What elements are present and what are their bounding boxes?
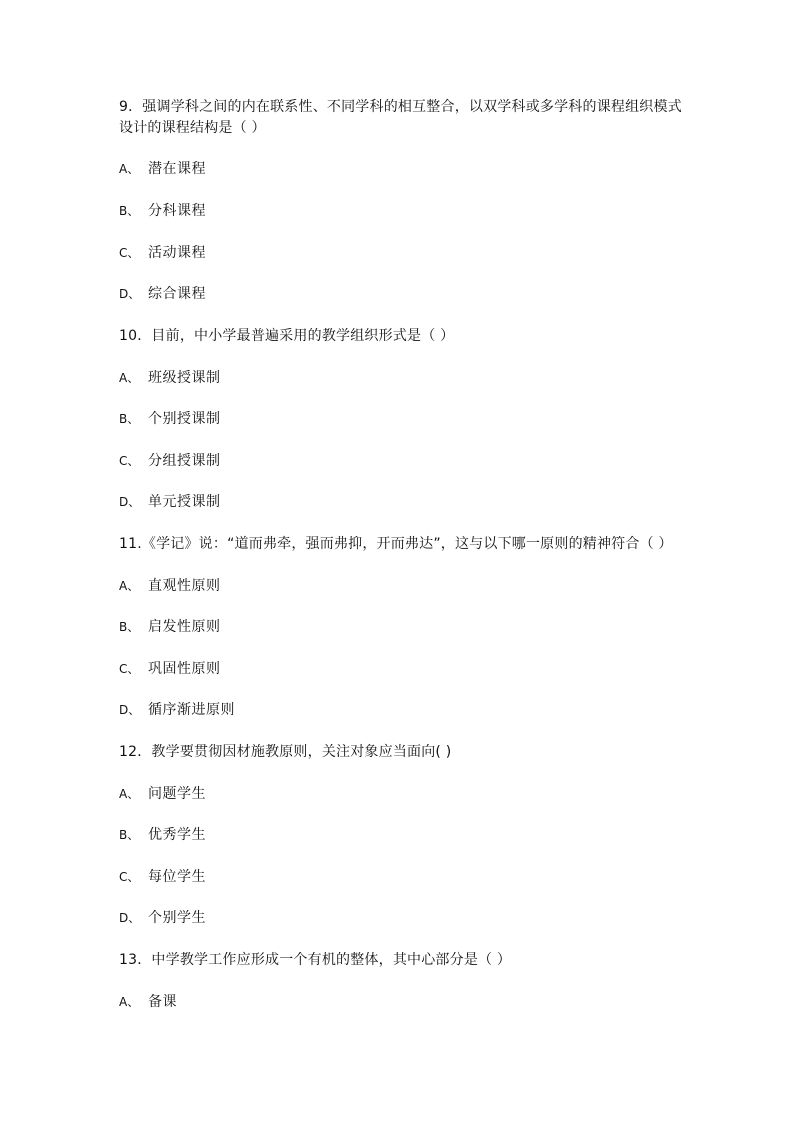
option-text: 每位学生: [148, 869, 206, 885]
option-letter: B、: [119, 204, 140, 218]
option-text: 综合课程: [148, 286, 206, 302]
option-text: 问题学生: [148, 786, 206, 802]
option-letter: A、: [119, 995, 140, 1009]
question-10-option-c: [119, 451, 221, 471]
option-letter: D、: [119, 495, 141, 509]
option-text: 优秀学生: [148, 827, 206, 843]
question-10-option-d: [119, 492, 221, 512]
question-12-stem: 12．教学要贯彻因材施教原则，关注对象应当面向( ): [119, 744, 452, 760]
option-text: 直观性原则: [148, 578, 221, 594]
option-text: 活动课程: [148, 245, 206, 261]
question-10-option-b: [119, 409, 221, 429]
question-10-stem: 10．目前，中小学最普遍采用的教学组织形式是（ ）: [119, 328, 455, 344]
option-letter: B、: [119, 412, 140, 426]
option-letter: A、: [119, 162, 140, 176]
option-letter: C、: [119, 662, 140, 676]
option-letter: B、: [119, 828, 140, 842]
question-11-option-c: [119, 659, 221, 679]
question-9-option-c: [119, 243, 206, 263]
option-text: 循序渐进原则: [148, 702, 235, 718]
option-text: 单元授课制: [148, 494, 221, 510]
question-12-option-a: [119, 784, 206, 804]
question-13-stem: 13．中学教学工作应形成一个有机的整体，其中心部分是（ ）: [119, 952, 512, 968]
option-text: 分科课程: [148, 203, 206, 219]
option-text: 个别授课制: [148, 411, 221, 427]
option-text: 分组授课制: [148, 453, 221, 469]
option-letter: C、: [119, 246, 140, 260]
option-text: 备课: [148, 994, 177, 1010]
option-letter: C、: [119, 870, 140, 884]
question-9-option-d: [119, 284, 206, 304]
option-letter: D、: [119, 703, 141, 717]
option-text: 潜在课程: [148, 161, 206, 177]
question-11-stem: 11.《学记》说：“道而弗牵，强而弗抑，开而弗达”，这与以下哪一原则的精神符合（ ）: [119, 536, 673, 552]
option-text: 启发性原则: [148, 619, 221, 635]
option-letter: C、: [119, 454, 140, 468]
option-text: 巩固性原则: [148, 661, 221, 677]
option-letter: A、: [119, 787, 140, 801]
question-11-option-b: [119, 617, 221, 637]
option-letter: D、: [119, 911, 141, 925]
option-text: 个别学生: [148, 910, 206, 926]
question-10-option-a: [119, 368, 221, 388]
option-letter: D、: [119, 287, 141, 301]
option-letter: A、: [119, 371, 140, 385]
question-11-option-a: [119, 576, 221, 596]
option-text: 班级授课制: [148, 370, 221, 386]
question-9-stem: 9．强调学科之间的内在联系性、不同学科的相互整合，以双学科或多学科的课程组织模式设计的课程结构是（ ）: [119, 99, 682, 136]
question-12-option-c: [119, 867, 206, 887]
question-9-option-a: [119, 159, 206, 179]
option-letter: A、: [119, 579, 140, 593]
question-12-option-b: [119, 825, 206, 845]
question-13-option-a: [119, 992, 177, 1012]
question-12-option-d: [119, 908, 206, 928]
option-letter: B、: [119, 620, 140, 634]
question-9-option-b: [119, 201, 206, 221]
question-11-option-d: [119, 700, 235, 720]
